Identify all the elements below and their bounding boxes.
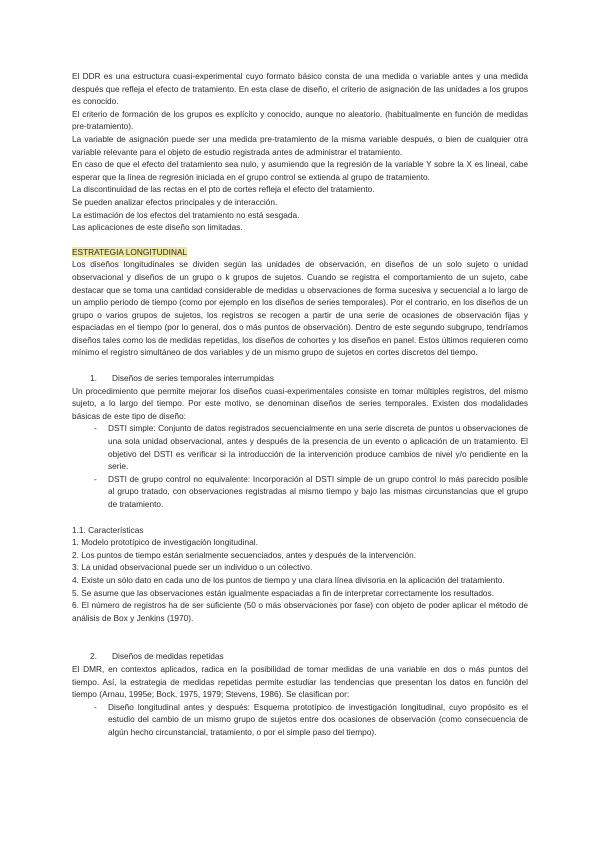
list-item xyxy=(72,422,528,472)
list-item xyxy=(72,701,528,739)
intro-paragraph-5: La discontinuidad de las rectas en el pto de cortes refleja el efecto del tratamiento. xyxy=(72,184,375,195)
intro-paragraph-4: En caso de que el efecto del tratamiento sea nulo, y asumiendo que la regresión de la variable Y sobre la X es lineal, cabe esperar que la línea de regresión iniciada en el grupo control se extienda al grupo de tratamiento. xyxy=(72,159,528,182)
section-2-heading xyxy=(72,650,528,663)
list-item-text: DSTI de grupo control no equivalente: Incorporación al DSTI simple de un grupo control lo más parecido posible al grupo tratado, con observaciones registradas al mismo tiempo y bajo las mismas circunstancias que el grupo de tratamiento. xyxy=(108,473,528,509)
section-2-paragraph: El DMR, en contextos aplicados, radica en la posibilidad de tomar medidas de una variable en dos o más puntos del tiempo. Así, la estrategia de medidas repetidas permite estudiar las tendencias que presentan los datos en función del tiempo (Arnau, 1995e; Bock, 1975, 1979; Stevens, 1986). Se clasifican por: xyxy=(72,663,528,700)
dash-bullet: - xyxy=(94,701,97,712)
dash-bullet: - xyxy=(94,473,97,484)
list-item-text: Diseño longitudinal antes y después: Esquema prototípico de investigación longitudinal, cuyo propósito es el estudio del cambio de un mismo grupo de sujetos entre dos ocasiones de observación (como consecuencia de algún hecho circunstancial, tratamiento, o por el simple paso del tiempo). xyxy=(108,701,528,737)
longitudinal-paragraph: Los diseños longitudinales se dividen según las unidades de observación, en diseños de un solo sujeto o unidad observacional y diseños de un grupo o k grupos de sujetos. Cuando se registra el comportamiento de un sujeto, cabe destacar que se toma una cantidad considerable de medidas u observaciones de forma sucesiva y secuencial a lo largo de un amplio periodo de tiempo (como por ejemplo en los diseños de series temporales). Por el contrario, en los diseños de un grupo o varios grupos de sujetos, los registros se recogen a partir de una serie de ocasiones de observación fijas y espaciadas en el tiempo (por lo general, dos o más puntos de observación). Dentro de este segundo subgrupo, tendríamos diseños tales como los de medidas repetidas, los diseños de cohortes y los diseños en panel. Estos últimos requieren como mínimo el registro simultáneo de dos variables y de un mismo grupo de sujetos en cortes discretos del tiempo. xyxy=(72,259,528,358)
section-heading-longitudinal xyxy=(72,246,528,259)
intro-paragraph-8: Las aplicaciones de este diseño son limitadas. xyxy=(72,222,243,233)
section-2-number: 2. xyxy=(90,651,97,662)
list-item-text: DSTI simple: Conjunto de datos registrados secuencialmente en una serie discreta de puntos u observaciones de una sola unidad observacional, antes y después de la presencia de un evento o aplicación de un tratamiento. El objetivo del DSTI es verificar si la introducción de la intervención produce cambios de nivel y/o pendiente en la serie. xyxy=(108,423,528,472)
dash-bullet: - xyxy=(94,423,97,434)
document-body xyxy=(72,70,528,739)
section-1-title: Diseños de series temporales interrumpidas xyxy=(112,373,274,384)
intro-paragraph-3: La variable de asignación puede ser una medida pre-tratamiento de la misma variable después, o bien de cualquier otra variable relevante para el objeto de estudio registrada antes de administrar el tratamiento. xyxy=(72,133,528,157)
intro-paragraph-2: El criterio de formación de los grupos es explícito y conocido, aunque no aleatorio. (habitualmente en función de medidas pre-tratamiento). xyxy=(72,108,528,132)
section-1-paragraph: Un procedimiento que permite mejorar los diseños cuasi-experimentales consiste en tomar múltiples registros, del mismo sujeto, a lo largo del tiempo. Por este motivo, se denominan diseños de series temporales. Existen dos modalidades básicas de este tipo de diseño: xyxy=(72,385,528,421)
intro-paragraph-6: Se pueden analizar efectos principales y de interacción. xyxy=(72,196,278,207)
highlighted-heading: ESTRATEGIA LONGITUDINAL xyxy=(72,246,188,257)
list-item xyxy=(72,473,528,511)
characteristic-item: 5. Se asume que las observaciones están igualmente espaciadas a fin de interpretar correctamente los resultados. xyxy=(72,587,494,598)
characteristic-item: 6. El número de registros ha de ser suficiente (50 o más observaciones por fase) con objeto de poder aplicar el método de análisis de Box y Jenkins (1970). xyxy=(72,600,528,623)
section-2-title: Diseños de medidas repetidas xyxy=(112,651,224,662)
section-1-number: 1. xyxy=(90,373,97,384)
characteristic-item: 1. Modelo prototípico de investigación longitudinal. xyxy=(72,537,258,548)
intro-paragraph-7: La estimación de los efectos del tratamiento no está sesgada. xyxy=(72,209,300,220)
section-1-heading xyxy=(72,372,528,385)
characteristic-item: 2. Los puntos de tiempo están serialmente secuenciados, antes y después de la intervención. xyxy=(72,549,417,560)
characteristic-item: 4. Existe un sólo dato en cada uno de los puntos de tiempo y una clara línea divisoria en la aplicación del tratamiento. xyxy=(72,574,505,585)
intro-paragraph-1: El DDR es una estructura cuasi-experimental cuyo formato básico consta de una medida o variable antes y una medida después que refleja el efecto de tratamiento. En esta clase de diseño, el criterio de asignación de las unidades a los grupos es conocido. xyxy=(72,71,528,107)
characteristic-item: 3. La unidad observacional puede ser un individuo o un colectivo. xyxy=(72,562,313,573)
characteristics-heading: 1.1. Características xyxy=(72,524,144,535)
